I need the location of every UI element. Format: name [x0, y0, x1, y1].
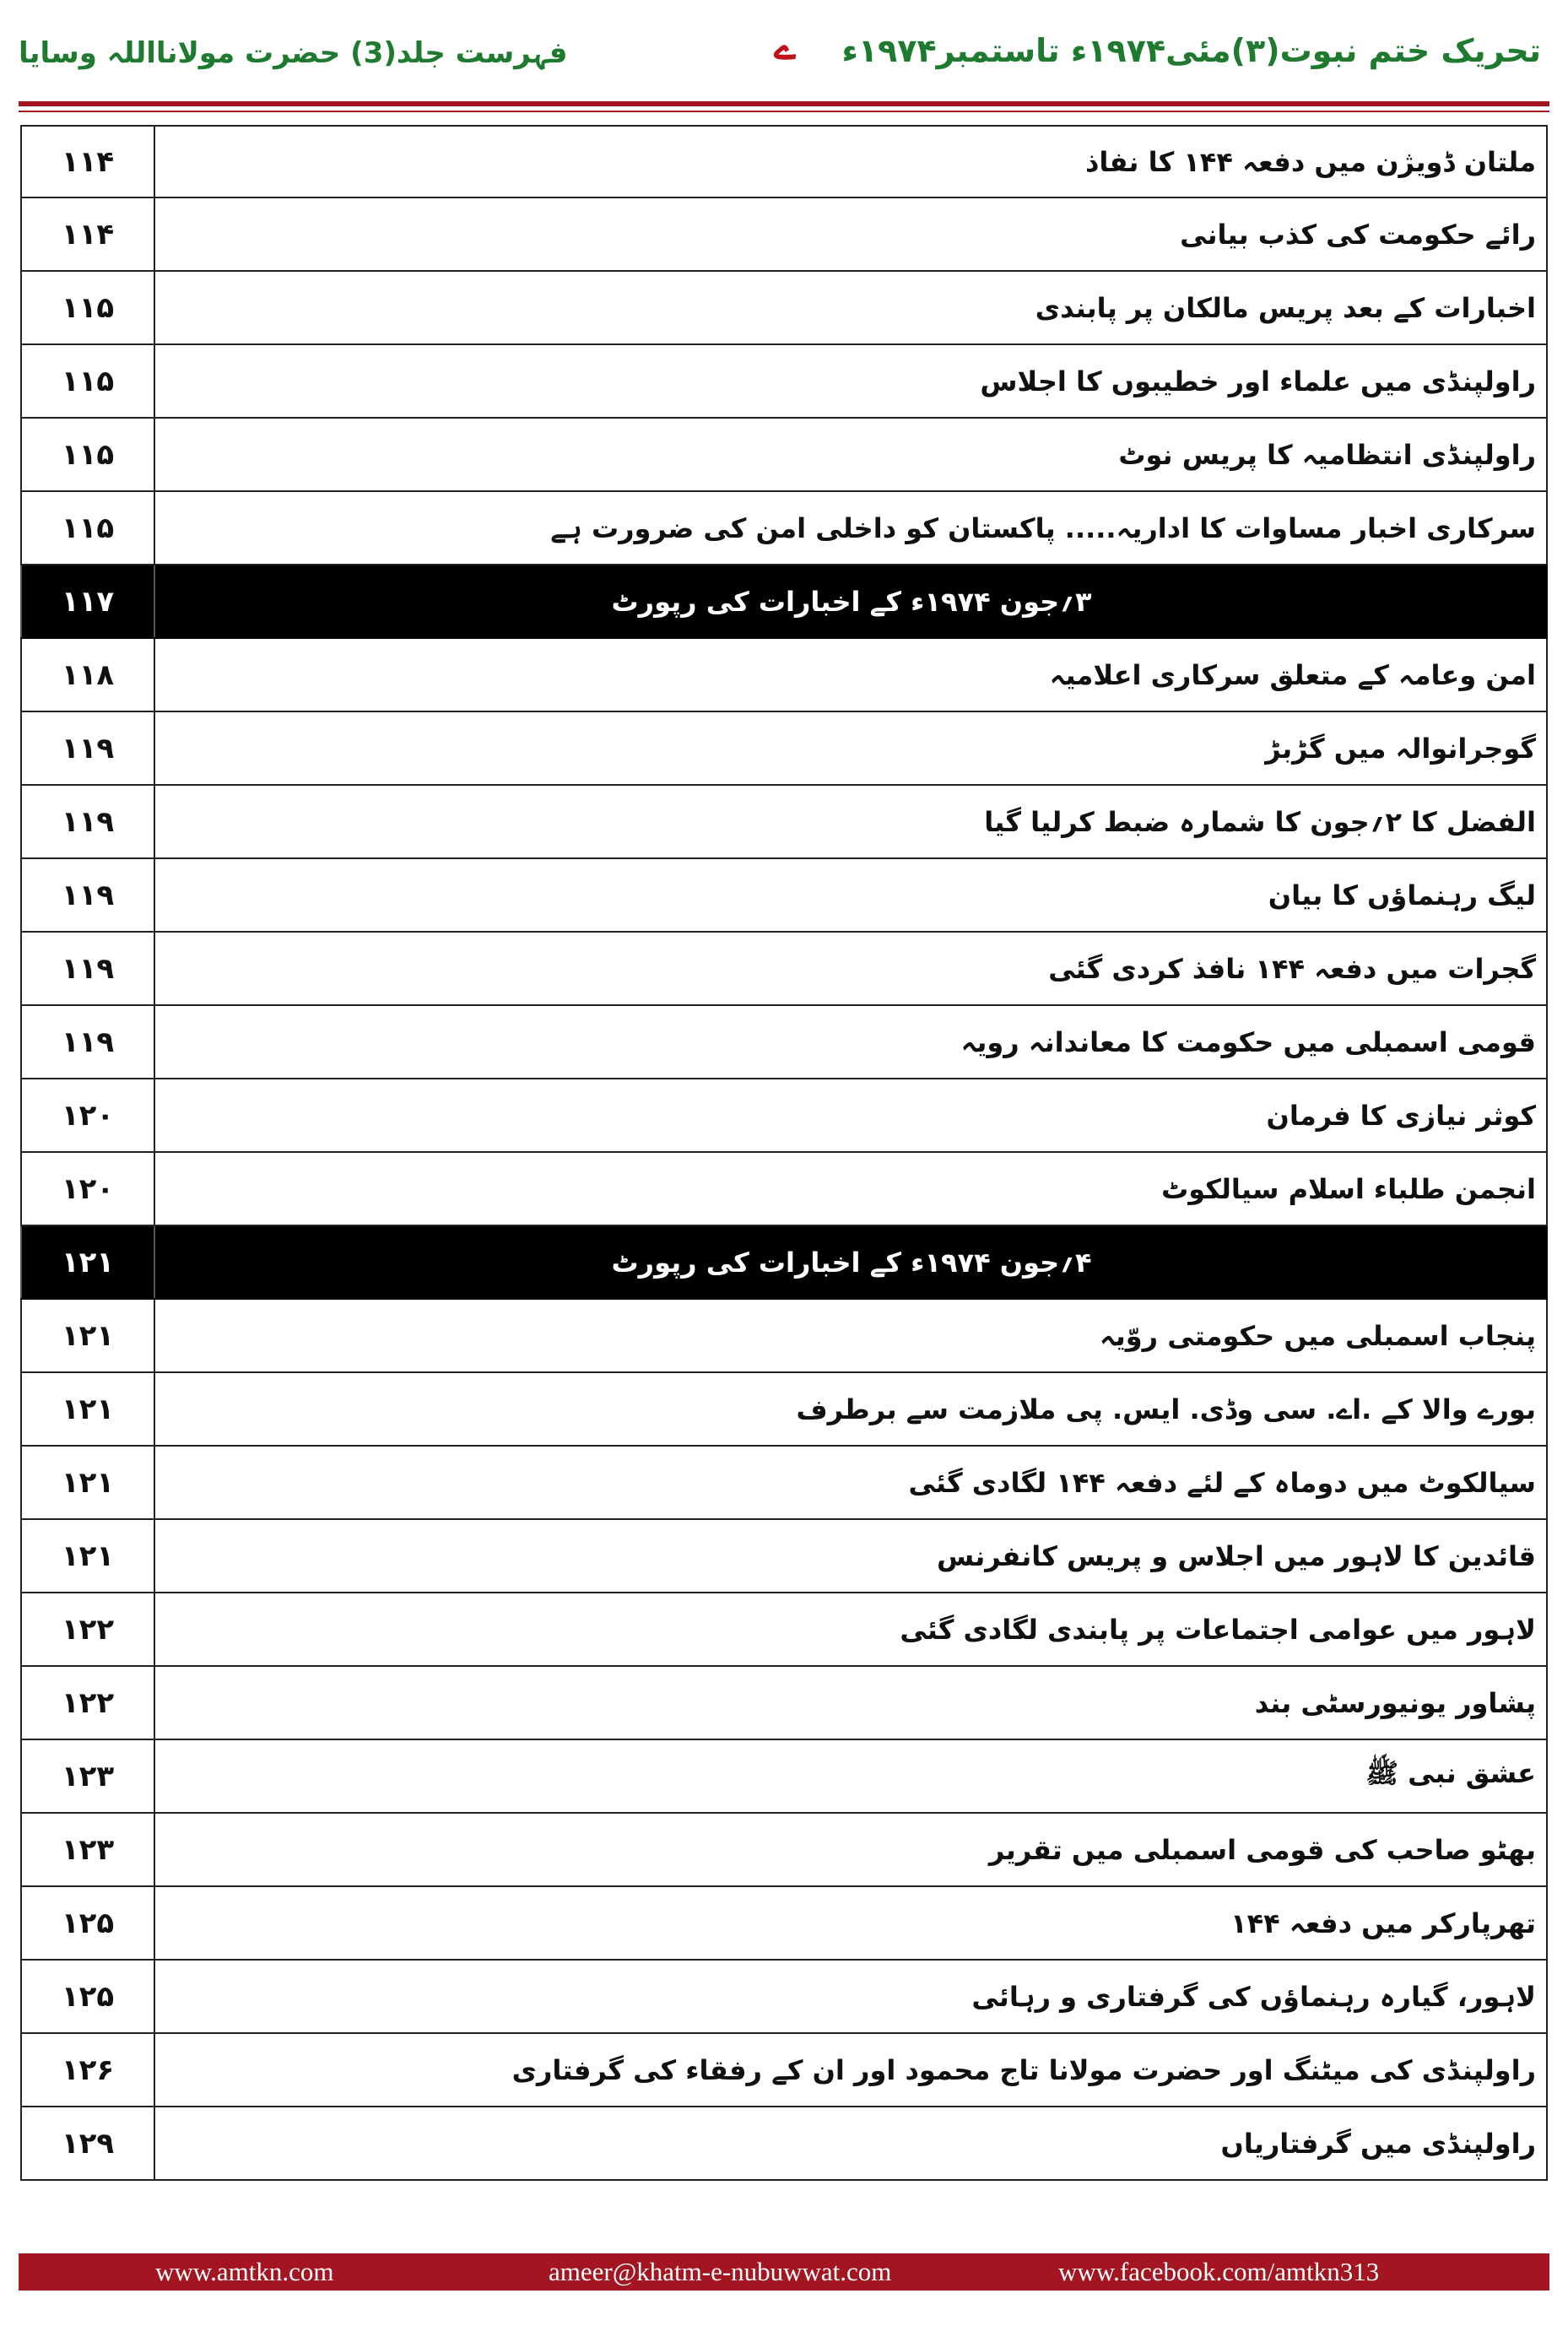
- toc-row: [20, 933, 1548, 1006]
- toc-entry-title: بورے والا کے .اے. سی وڈی. ایس. پی ملازمت سے برطرف: [155, 1373, 1548, 1445]
- toc-entry-title: کوثر نیازی کا فرمان: [155, 1079, 1548, 1151]
- toc-row: [20, 1373, 1548, 1447]
- book-title: تحریک ختم نبوت(۳)مئی۱۹۷۴ء تاستمبر۱۹۷۴ء: [841, 32, 1541, 69]
- toc-entry-title: لاہور میں عوامی اجتماعات پر پابندی لگادی گئی: [155, 1593, 1548, 1665]
- toc-entry-title: راولپنڈی کی میٹنگ اور حضرت مولانا تاج محمود اور ان کے رفقاء کی گرفتاری: [155, 2034, 1548, 2106]
- toc-page-number: ۱۱۹: [20, 933, 155, 1004]
- page-footer: [19, 2253, 1549, 2291]
- toc-page-number: ۱۱۴: [20, 198, 155, 270]
- toc-entry-title: سیالکوٹ میں دوماہ کے لئے دفعہ ۱۴۴ لگادی گئی: [155, 1447, 1548, 1518]
- toc-page-number: ۱۱۵: [20, 345, 155, 417]
- toc-page-number: ۱۱۵: [20, 272, 155, 343]
- page-header: [0, 0, 1568, 101]
- toc-page-number: ۱۲۰: [20, 1153, 155, 1225]
- toc-entry-title: پنجاب اسمبلی میں حکومتی روّیہ: [155, 1300, 1548, 1371]
- toc-entry-title: پشاور یونیورسٹی بند: [155, 1667, 1548, 1739]
- toc-row: [20, 2034, 1548, 2107]
- toc-row: [20, 345, 1548, 419]
- toc-row: [20, 419, 1548, 492]
- toc-row: [20, 1667, 1548, 1740]
- toc-row: [20, 1447, 1548, 1520]
- section-title: ۳؍جون ۱۹۷۴ء کے اخبارات کی رپورٹ: [611, 585, 1092, 618]
- toc-page-number: ۱۲۳: [20, 1740, 155, 1812]
- toc-page-number: ۱۲۹: [20, 2107, 155, 2179]
- toc-page-number: ۱۲۰: [20, 1079, 155, 1151]
- toc-row: [20, 198, 1548, 272]
- toc-entry-title: تھرپارکر میں دفعہ ۱۴۴: [155, 1887, 1548, 1959]
- footer-facebook-link[interactable]: www.facebook.com/amtkn313: [1058, 2257, 1380, 2286]
- toc-page-number: ۱۲۱: [20, 1226, 155, 1298]
- toc-row: [20, 1593, 1548, 1667]
- page-number: ے: [774, 25, 796, 68]
- toc-page-number: ۱۲۱: [20, 1520, 155, 1592]
- toc-entry-title: قومی اسمبلی میں حکومت کا معاندانہ رویہ: [155, 1006, 1548, 1078]
- section-title: ۴؍جون ۱۹۷۴ء کے اخبارات کی رپورٹ: [611, 1246, 1092, 1279]
- toc-page-number: ۱۱۵: [20, 419, 155, 490]
- toc-entry-title: لیگ رہنماؤں کا بیان: [155, 859, 1548, 931]
- toc-row: [20, 1006, 1548, 1079]
- toc-row: [20, 2107, 1548, 2181]
- toc-row: [20, 1520, 1548, 1593]
- toc-entry-title: راولپنڈی میں گرفتاریاں: [155, 2107, 1548, 2179]
- toc-row: [20, 1887, 1548, 1961]
- toc-entry-title: راولپنڈی انتظامیہ کا پریس نوٹ: [155, 419, 1548, 490]
- toc-row: [20, 786, 1548, 859]
- toc-page-number: ۱۲۱: [20, 1300, 155, 1371]
- toc-row: [20, 859, 1548, 933]
- toc-entry-title: اخبارات کے بعد پریس مالکان پر پابندی: [155, 272, 1548, 343]
- toc-entry-title: امن وعامہ کے متعلق سرکاری اعلامیہ: [155, 639, 1548, 711]
- footer-website-link[interactable]: www.amtkn.com: [155, 2257, 334, 2286]
- toc-page-number: ۱۱۷: [20, 565, 155, 637]
- toc-row: [20, 1300, 1548, 1373]
- toc-page-number: ۱۱۴: [20, 127, 155, 197]
- toc-entry-title: گجرات میں دفعہ ۱۴۴ نافذ کردی گئی: [155, 933, 1548, 1004]
- toc-entry-title: راولپنڈی میں علماء اور خطیبوں کا اجلاس: [155, 345, 1548, 417]
- toc-row: [20, 272, 1548, 345]
- toc-entry-title: انجمن طلباء اسلام سیالکوٹ: [155, 1153, 1548, 1225]
- toc-row: [20, 492, 1548, 565]
- toc-page-number: ۱۲۲: [20, 1593, 155, 1665]
- footer-email-link[interactable]: ameer@khatm-e-nubuwwat.com: [549, 2257, 892, 2286]
- section-header-row: [20, 565, 1548, 639]
- toc-row: [20, 1740, 1548, 1814]
- toc-entry-title: ملتان ڈویژن میں دفعہ ۱۴۴ کا نفاذ: [155, 127, 1548, 197]
- toc-entry-title: عشق نبی ﷺ: [155, 1740, 1548, 1812]
- toc-row: [20, 639, 1548, 712]
- toc-page-number: ۱۱۵: [20, 492, 155, 564]
- toc-entry-title: الفضل کا ۲؍جون کا شمارہ ضبط کرلیا گیا: [155, 786, 1548, 857]
- toc-entry-title: سرکاری اخبار مساوات کا اداریہ..... پاکستان کو داخلی امن کی ضرورت ہے: [155, 492, 1548, 564]
- toc-page-number: ۱۲۲: [20, 1667, 155, 1739]
- toc-entry-title: لاہور، گیارہ رہنماؤں کی گرفتاری و رہائی: [155, 1961, 1548, 2032]
- toc-entry-title: قائدین کا لاہور میں اجلاس و پریس کانفرنس: [155, 1520, 1548, 1592]
- toc-row: [20, 1961, 1548, 2034]
- table-of-contents: [20, 125, 1548, 2181]
- toc-page-number: ۱۲۳: [20, 1814, 155, 1885]
- toc-entry-title: رائے حکومت کی کذب بیانی: [155, 198, 1548, 270]
- toc-page-number: ۱۱۹: [20, 712, 155, 784]
- header-rule-thin: [19, 111, 1549, 112]
- toc-entry-title: بھٹو صاحب کی قومی اسمبلی میں تقریر: [155, 1814, 1548, 1885]
- toc-page-number: ۱۱۹: [20, 1006, 155, 1078]
- volume-title: فہرست جلد(3) حضرت مولانااللہ وسایا: [19, 36, 568, 70]
- section-header-row: [20, 1226, 1548, 1300]
- toc-row: [20, 1153, 1548, 1226]
- toc-row: [20, 712, 1548, 786]
- toc-row: [20, 1079, 1548, 1153]
- toc-page-number: ۱۲۵: [20, 1961, 155, 2032]
- toc-row: [20, 1814, 1548, 1887]
- toc-entry-title: گوجرانوالہ میں گڑبڑ: [155, 712, 1548, 784]
- toc-row: [20, 125, 1548, 198]
- header-rule-thick: [19, 101, 1549, 106]
- toc-page-number: ۱۲۱: [20, 1447, 155, 1518]
- toc-page-number: ۱۲۶: [20, 2034, 155, 2106]
- toc-page-number: ۱۱۸: [20, 639, 155, 711]
- toc-page-number: ۱۱۹: [20, 786, 155, 857]
- toc-page-number: ۱۲۵: [20, 1887, 155, 1959]
- toc-page-number: ۱۲۱: [20, 1373, 155, 1445]
- toc-page-number: ۱۱۹: [20, 859, 155, 931]
